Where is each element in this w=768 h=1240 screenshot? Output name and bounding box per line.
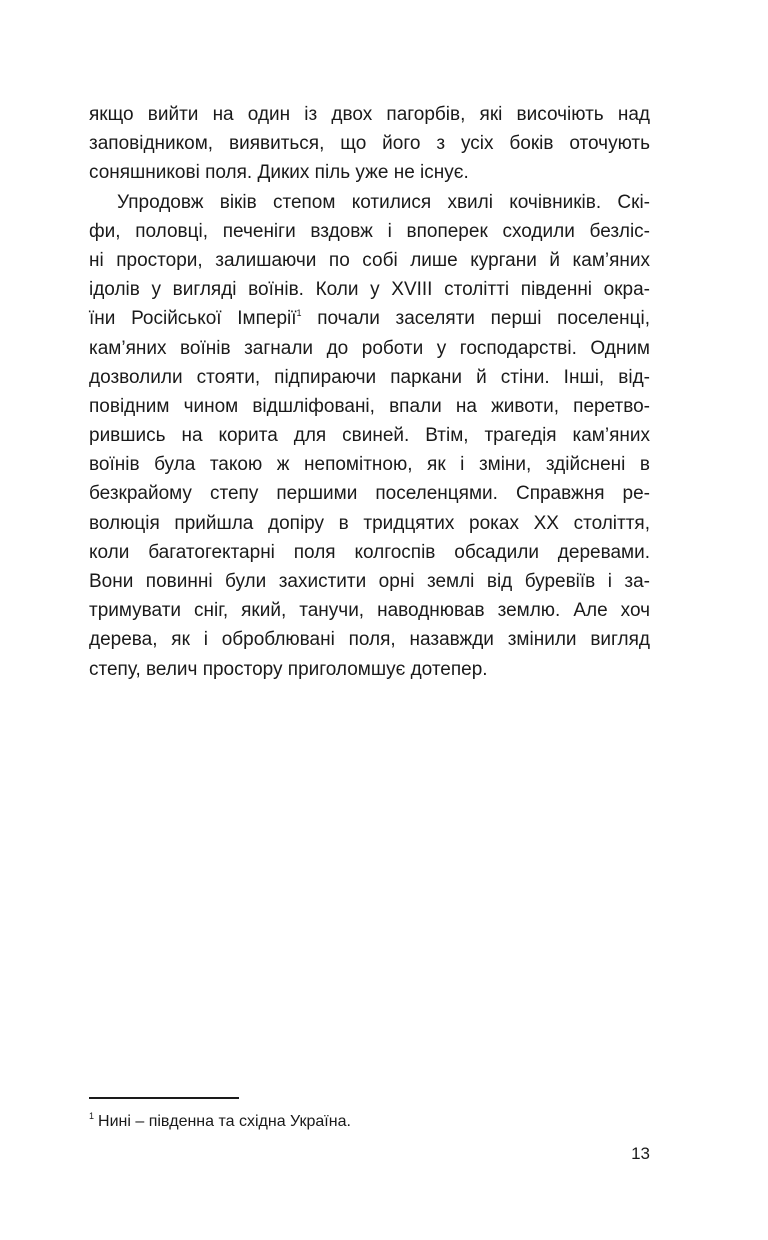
text-line: воїнів була такою ж непомітною, як і зміни, здійснені в: [89, 454, 650, 476]
text-line: волюція прийшла допіру в тридцятих роках XX століття,: [89, 512, 650, 534]
footnote-text: Нині – південна та східна Україна.: [98, 1113, 351, 1130]
footnote-divider: [89, 1097, 239, 1099]
text-line: повідним чином відшліфовані, впали на животи, перетво-: [89, 395, 650, 417]
text-line: соняшникові поля. Диких піль уже не існує.: [89, 162, 469, 184]
text-line: ні простори, залишаючи по собі лише кургани й кам’яних: [89, 249, 650, 271]
text-line-with-footnote-ref: [89, 304, 650, 333]
text-line: кам’яних воїнів загнали до роботи у господарстві. Одним: [89, 337, 650, 359]
body-text: [89, 100, 650, 684]
text-segment: їни Російської Імперії: [89, 308, 297, 330]
footnote-mark: 1: [89, 1111, 95, 1121]
text-line: Вони повинні були захистити орні землі від буревіїв і за-: [89, 571, 650, 592]
text-line: дерева, як і оброблювані поля, назавжди змінили вигляд: [89, 629, 650, 651]
text-line: тримувати сніг, який, танучи, наводнював землю. Але хоч: [89, 600, 650, 622]
text-line: безкрайому степу першими поселенцями. Справжня ре-: [89, 483, 650, 505]
text-line: якщо вийти на один із двох пагорбів, які височіють над: [89, 104, 650, 125]
text-line: заповідником, виявиться, що його з усіх боків оточують: [89, 133, 650, 155]
text-line: дозволили стояти, підпираючи паркани й стіни. Інші, від-: [89, 366, 650, 388]
text-line: ідолів у вигляді воїнів. Коли у XVIII столітті південні окра-: [89, 279, 650, 301]
text-line: коли багатогектарні поля колгоспів обсадили деревами.: [89, 541, 650, 563]
page-number: 13: [631, 1144, 650, 1163]
text-line: рившись на корита для свиней. Втім, трагедія кам’яних: [89, 425, 650, 447]
footnote: [89, 1105, 351, 1133]
text-line: фи, половці, печеніги вздовж і впоперек сходили безліс-: [89, 220, 650, 242]
footnote-reference: 1: [296, 308, 302, 319]
text-line: Упродовж віків степом котилися хвилі кочівників. Скі-: [117, 191, 650, 213]
text-segment: почали заселяти перші поселенці,: [301, 308, 650, 330]
text-line: степу, велич простору приголомшує дотепер.: [89, 658, 488, 680]
